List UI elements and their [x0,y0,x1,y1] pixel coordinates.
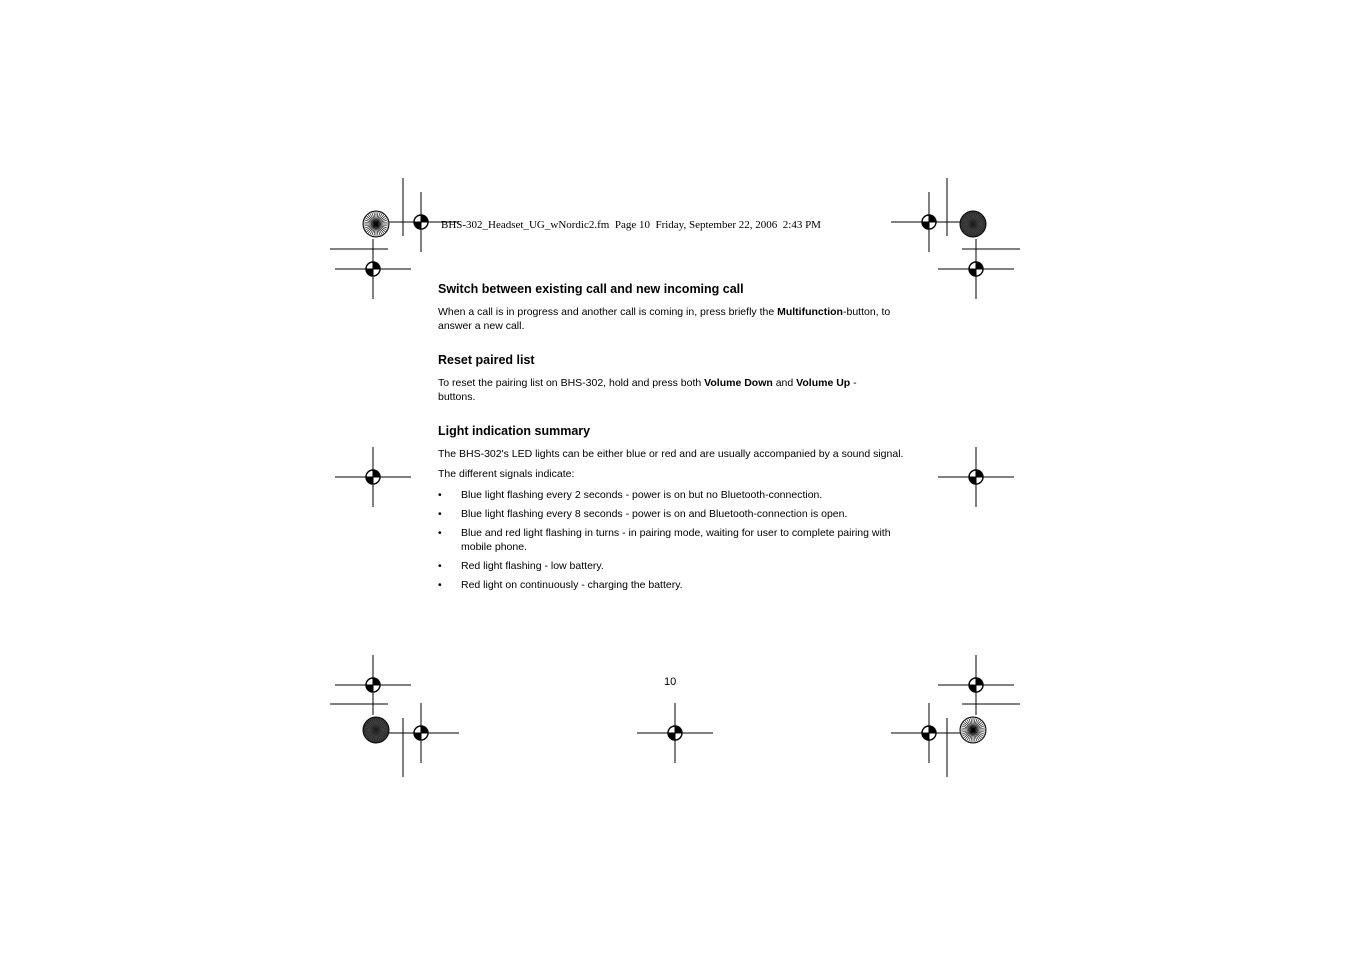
list-item: • Blue light flashing every 8 seconds - power is on and Bluetooth-connection is open. [438,508,848,520]
star-target-icon [960,211,986,237]
term-volume-up: Volume Up [796,377,851,389]
section-heading: Light indication summary [438,424,591,438]
registration-mark-icon [891,192,967,252]
section-paragraph: The BHS-302's LED lights can be either blue or red and are usually accompanied by a sound signal. [438,448,904,460]
section-paragraph: When a call is in progress and another call is coming in, press briefly the Multifunction-button, to answer a new call. [438,306,891,332]
section-paragraph: To reset the pairing list on BHS-302, hold and press both Volume Down and Volume Up -buttons. [438,377,857,403]
term-volume-down: Volume Down [704,377,773,389]
header-slug: BHS-302_Headset_UG_wNordic2.fm Page 10 Friday, September 22, 2006 2:43 PM [441,219,821,231]
registration-mark-icon [335,447,411,507]
registration-mark-icon [938,447,1014,507]
registration-mark-icon [335,239,411,299]
list-item: • Red light flashing - low battery. [438,560,604,572]
term-multifunction: Multifunction [777,306,843,318]
section-switch-call [438,281,908,333]
registration-mark-icon [938,655,1014,715]
registration-mark-icon [637,703,713,763]
bullet-icon: • [438,527,442,539]
signal-list [438,488,908,592]
bullet-icon: • [438,579,442,591]
star-target-icon [363,211,389,237]
registration-mark-icon [891,703,967,763]
page-number: 10 [664,676,677,688]
section-paragraph: The different signals indicate: [438,468,575,480]
section-heading: Reset paired list [438,353,535,367]
registration-mark-icon [335,655,411,715]
list-item: • Blue light flashing every 2 seconds - power is on but no Bluetooth-connection. [438,489,823,501]
list-item: • Blue and red light flashing in turns - in pairing mode, waiting for user to complete pairing with mobile phone. [438,527,891,553]
bullet-icon: • [438,560,442,572]
section-heading: Switch between existing call and new incoming call [438,282,744,296]
registration-mark-icon [938,239,1014,299]
bullet-icon: • [438,508,442,520]
list-item: • Red light on continuously - charging the battery. [438,579,683,591]
star-target-icon [960,717,986,743]
section-light-summary [438,423,908,592]
page-content [438,281,908,611]
star-target-icon [363,717,389,743]
section-reset-list [438,352,908,404]
bullet-icon: • [438,489,442,501]
registration-mark-icon [383,703,459,763]
